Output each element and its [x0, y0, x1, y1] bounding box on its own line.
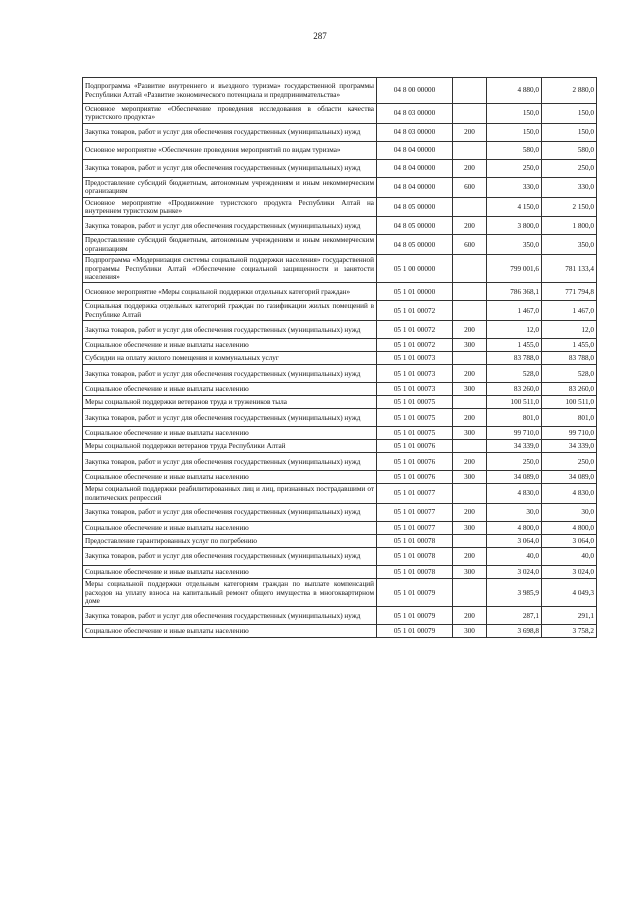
row-amount-year-2: 3 024,0 — [542, 566, 597, 579]
row-name: Закупка товаров, работ и услуг для обеспечения государственных (муниципальных) нужд — [83, 504, 377, 522]
row-amount-year-2: 330,0 — [542, 177, 597, 197]
row-amount-year-2: 3 758,2 — [542, 625, 597, 638]
row-target-code: 05 1 01 00072 — [377, 301, 453, 321]
row-expense-type: 600 — [453, 177, 487, 197]
table-row — [83, 141, 597, 159]
row-expense-type: 300 — [453, 471, 487, 484]
row-expense-type — [453, 197, 487, 217]
table-row — [83, 535, 597, 548]
row-amount-year-1: 99 710,0 — [487, 427, 542, 440]
table-row — [83, 522, 597, 535]
row-name: Социальное обеспечение и иные выплаты населению — [83, 471, 377, 484]
row-amount-year-2: 4 800,0 — [542, 522, 597, 535]
row-amount-year-1: 34 339,0 — [487, 440, 542, 453]
row-amount-year-2: 30,0 — [542, 504, 597, 522]
table-row — [83, 283, 597, 301]
row-amount-year-1: 40,0 — [487, 548, 542, 566]
table-row — [83, 78, 597, 104]
table-row — [83, 607, 597, 625]
row-expense-type — [453, 141, 487, 159]
row-name: Основное мероприятие «Обеспечение проведения мероприятий по видам туризма» — [83, 141, 377, 159]
row-expense-type: 300 — [453, 427, 487, 440]
row-target-code: 04 8 05 00000 — [377, 235, 453, 255]
row-name: Предоставление субсидий бюджетным, автономным учреждениям и иным некоммерческим организациям — [83, 235, 377, 255]
row-amount-year-1: 3 985,9 — [487, 579, 542, 607]
row-target-code: 05 1 01 00078 — [377, 566, 453, 579]
table-row — [83, 177, 597, 197]
row-target-code: 05 1 01 00077 — [377, 522, 453, 535]
row-amount-year-2: 100 511,0 — [542, 396, 597, 409]
row-expense-type — [453, 579, 487, 607]
row-expense-type — [453, 78, 487, 104]
row-name: Подпрограмма «Модернизация системы социальной поддержки населения» государственной программы Республики Алтай «Обеспечение социальной защищенности и занятости населения» — [83, 255, 377, 283]
row-target-code: 04 8 04 00000 — [377, 159, 453, 177]
row-name: Основное мероприятие «Обеспечение проведения исследования в области качества туристского продукта» — [83, 104, 377, 124]
table-row — [83, 352, 597, 365]
row-amount-year-2: 40,0 — [542, 548, 597, 566]
row-expense-type — [453, 255, 487, 283]
row-amount-year-1: 3 698,8 — [487, 625, 542, 638]
row-target-code: 05 1 01 00075 — [377, 396, 453, 409]
row-amount-year-1: 34 089,0 — [487, 471, 542, 484]
row-amount-year-1: 250,0 — [487, 453, 542, 471]
row-name: Основное мероприятие «Меры социальной поддержки отдельных категорий граждан» — [83, 283, 377, 301]
row-name: Закупка товаров, работ и услуг для обеспечения государственных (муниципальных) нужд — [83, 607, 377, 625]
row-amount-year-1: 4 800,0 — [487, 522, 542, 535]
row-amount-year-2: 350,0 — [542, 235, 597, 255]
row-target-code: 05 1 01 00072 — [377, 321, 453, 339]
table-row — [83, 321, 597, 339]
table-row — [83, 396, 597, 409]
row-amount-year-1: 786 368,1 — [487, 283, 542, 301]
table-row — [83, 339, 597, 352]
row-expense-type: 200 — [453, 548, 487, 566]
row-name: Основное мероприятие «Продвижение туристского продукта Республики Алтай на внутреннем туристском рынке» — [83, 197, 377, 217]
row-name: Социальная поддержка отдельных категорий граждан по газификации жилых помещений в Республике Алтай — [83, 301, 377, 321]
row-target-code: 05 1 01 00075 — [377, 409, 453, 427]
row-target-code: 04 8 04 00000 — [377, 141, 453, 159]
row-expense-type — [453, 535, 487, 548]
row-amount-year-2: 4 049,3 — [542, 579, 597, 607]
row-expense-type: 200 — [453, 607, 487, 625]
row-target-code: 05 1 01 00072 — [377, 339, 453, 352]
row-amount-year-1: 4 150,0 — [487, 197, 542, 217]
row-amount-year-2: 771 794,8 — [542, 283, 597, 301]
table-row — [83, 159, 597, 177]
row-expense-type — [453, 440, 487, 453]
row-amount-year-1: 799 001,6 — [487, 255, 542, 283]
row-expense-type — [453, 484, 487, 504]
row-target-code: 05 1 01 00000 — [377, 283, 453, 301]
row-target-code: 05 1 00 00000 — [377, 255, 453, 283]
row-name: Меры социальной поддержки отдельным категориям граждан по выплате компенсаций расходов на уплату взноса на капитальный ремонт общего имущества в многоквартирном доме — [83, 579, 377, 607]
row-amount-year-2: 83 260,0 — [542, 383, 597, 396]
row-name: Закупка товаров, работ и услуг для обеспечения государственных (муниципальных) нужд — [83, 321, 377, 339]
row-amount-year-2: 528,0 — [542, 365, 597, 383]
row-target-code: 05 1 01 00079 — [377, 579, 453, 607]
table-row — [83, 383, 597, 396]
row-expense-type: 300 — [453, 522, 487, 535]
table-row — [83, 235, 597, 255]
row-name: Предоставление субсидий бюджетным, автономным учреждениям и иным некоммерческим организациям — [83, 177, 377, 197]
budget-table — [82, 77, 597, 638]
row-amount-year-2: 580,0 — [542, 141, 597, 159]
row-amount-year-2: 250,0 — [542, 159, 597, 177]
table-row — [83, 625, 597, 638]
row-name: Закупка товаров, работ и услуг для обеспечения государственных (муниципальных) нужд — [83, 548, 377, 566]
row-amount-year-1: 30,0 — [487, 504, 542, 522]
table-row — [83, 579, 597, 607]
table-row — [83, 427, 597, 440]
row-name: Социальное обеспечение и иные выплаты населению — [83, 522, 377, 535]
row-amount-year-1: 801,0 — [487, 409, 542, 427]
row-expense-type: 200 — [453, 409, 487, 427]
row-amount-year-1: 350,0 — [487, 235, 542, 255]
row-amount-year-2: 291,1 — [542, 607, 597, 625]
row-name: Меры социальной поддержки реабилитированных лиц и лиц, признанных пострадавшими от политических репрессий — [83, 484, 377, 504]
table-row — [83, 548, 597, 566]
row-expense-type: 200 — [453, 217, 487, 235]
row-name: Закупка товаров, работ и услуг для обеспечения государственных (муниципальных) нужд — [83, 365, 377, 383]
row-amount-year-1: 150,0 — [487, 104, 542, 124]
row-name: Социальное обеспечение и иные выплаты населению — [83, 625, 377, 638]
row-target-code: 05 1 01 00076 — [377, 453, 453, 471]
row-expense-type: 200 — [453, 365, 487, 383]
row-amount-year-1: 287,1 — [487, 607, 542, 625]
row-amount-year-2: 2 880,0 — [542, 78, 597, 104]
row-target-code: 04 8 05 00000 — [377, 217, 453, 235]
row-amount-year-1: 1 455,0 — [487, 339, 542, 352]
row-name: Предоставление гарантированных услуг по погребению — [83, 535, 377, 548]
row-name: Меры социальной поддержки ветеранов труда Республики Алтай — [83, 440, 377, 453]
row-target-code: 04 8 05 00000 — [377, 197, 453, 217]
table-row — [83, 217, 597, 235]
row-amount-year-2: 2 150,0 — [542, 197, 597, 217]
row-target-code: 05 1 01 00073 — [377, 365, 453, 383]
row-amount-year-2: 1 467,0 — [542, 301, 597, 321]
row-expense-type — [453, 396, 487, 409]
row-amount-year-1: 1 467,0 — [487, 301, 542, 321]
row-target-code: 04 8 03 00000 — [377, 123, 453, 141]
row-target-code: 05 1 01 00078 — [377, 548, 453, 566]
table-row — [83, 471, 597, 484]
row-amount-year-2: 4 830,0 — [542, 484, 597, 504]
table-row — [83, 197, 597, 217]
row-target-code: 05 1 01 00077 — [377, 484, 453, 504]
row-amount-year-2: 34 339,0 — [542, 440, 597, 453]
row-amount-year-2: 781 133,4 — [542, 255, 597, 283]
row-expense-type: 200 — [453, 159, 487, 177]
row-amount-year-1: 3 800,0 — [487, 217, 542, 235]
table-row — [83, 409, 597, 427]
row-target-code: 05 1 01 00077 — [377, 504, 453, 522]
row-target-code: 05 1 01 00079 — [377, 607, 453, 625]
row-expense-type — [453, 104, 487, 124]
row-name: Социальное обеспечение и иные выплаты населению — [83, 339, 377, 352]
table-row — [83, 504, 597, 522]
row-amount-year-2: 12,0 — [542, 321, 597, 339]
row-name: Закупка товаров, работ и услуг для обеспечения государственных (муниципальных) нужд — [83, 123, 377, 141]
row-name: Закупка товаров, работ и услуг для обеспечения государственных (муниципальных) нужд — [83, 453, 377, 471]
row-name: Социальное обеспечение и иные выплаты населению — [83, 566, 377, 579]
table-row — [83, 365, 597, 383]
row-amount-year-1: 3 064,0 — [487, 535, 542, 548]
row-amount-year-1: 100 511,0 — [487, 396, 542, 409]
row-amount-year-1: 3 024,0 — [487, 566, 542, 579]
row-expense-type: 200 — [453, 321, 487, 339]
row-target-code: 05 1 01 00076 — [377, 471, 453, 484]
row-name: Субсидии на оплату жилого помещения и коммунальных услуг — [83, 352, 377, 365]
row-name: Подпрограмма «Развитие внутреннего и въездного туризма» государственной программы Республики Алтай «Развитие экономического потенциала и предпринимательства» — [83, 78, 377, 104]
row-name: Социальное обеспечение и иные выплаты населению — [83, 427, 377, 440]
budget-table-body — [83, 78, 597, 638]
table-row — [83, 104, 597, 124]
table-row — [83, 566, 597, 579]
row-expense-type: 200 — [453, 123, 487, 141]
row-target-code: 05 1 01 00079 — [377, 625, 453, 638]
row-expense-type: 300 — [453, 625, 487, 638]
row-amount-year-2: 150,0 — [542, 123, 597, 141]
row-expense-type — [453, 301, 487, 321]
row-expense-type: 600 — [453, 235, 487, 255]
row-amount-year-1: 528,0 — [487, 365, 542, 383]
page-number: 287 — [313, 31, 327, 41]
row-target-code: 04 8 04 00000 — [377, 177, 453, 197]
row-amount-year-2: 34 089,0 — [542, 471, 597, 484]
row-target-code: 05 1 01 00076 — [377, 440, 453, 453]
row-amount-year-1: 330,0 — [487, 177, 542, 197]
row-target-code: 05 1 01 00078 — [377, 535, 453, 548]
row-target-code: 05 1 01 00073 — [377, 383, 453, 396]
row-name: Закупка товаров, работ и услуг для обеспечения государственных (муниципальных) нужд — [83, 409, 377, 427]
row-amount-year-2: 250,0 — [542, 453, 597, 471]
row-target-code: 05 1 01 00075 — [377, 427, 453, 440]
row-amount-year-1: 83 260,0 — [487, 383, 542, 396]
row-expense-type: 300 — [453, 383, 487, 396]
table-row — [83, 484, 597, 504]
table-row — [83, 301, 597, 321]
table-row — [83, 440, 597, 453]
row-expense-type: 200 — [453, 453, 487, 471]
table-row — [83, 255, 597, 283]
row-target-code: 05 1 01 00073 — [377, 352, 453, 365]
row-expense-type: 300 — [453, 339, 487, 352]
row-amount-year-2: 1 800,0 — [542, 217, 597, 235]
row-amount-year-1: 580,0 — [487, 141, 542, 159]
row-amount-year-2: 83 788,0 — [542, 352, 597, 365]
table-row — [83, 123, 597, 141]
row-amount-year-2: 1 455,0 — [542, 339, 597, 352]
table-row — [83, 453, 597, 471]
row-name: Закупка товаров, работ и услуг для обеспечения государственных (муниципальных) нужд — [83, 217, 377, 235]
row-target-code: 04 8 00 00000 — [377, 78, 453, 104]
row-expense-type: 300 — [453, 566, 487, 579]
row-amount-year-2: 801,0 — [542, 409, 597, 427]
row-target-code: 04 8 03 00000 — [377, 104, 453, 124]
row-amount-year-2: 99 710,0 — [542, 427, 597, 440]
row-amount-year-1: 4 830,0 — [487, 484, 542, 504]
row-expense-type — [453, 352, 487, 365]
row-amount-year-1: 12,0 — [487, 321, 542, 339]
row-amount-year-2: 3 064,0 — [542, 535, 597, 548]
row-name: Социальное обеспечение и иные выплаты населению — [83, 383, 377, 396]
row-expense-type: 200 — [453, 504, 487, 522]
row-expense-type — [453, 283, 487, 301]
row-name: Закупка товаров, работ и услуг для обеспечения государственных (муниципальных) нужд — [83, 159, 377, 177]
row-name: Меры социальной поддержки ветеранов труда и тружеников тыла — [83, 396, 377, 409]
row-amount-year-2: 150,0 — [542, 104, 597, 124]
row-amount-year-1: 4 880,0 — [487, 78, 542, 104]
row-amount-year-1: 83 788,0 — [487, 352, 542, 365]
row-amount-year-1: 250,0 — [487, 159, 542, 177]
row-amount-year-1: 150,0 — [487, 123, 542, 141]
